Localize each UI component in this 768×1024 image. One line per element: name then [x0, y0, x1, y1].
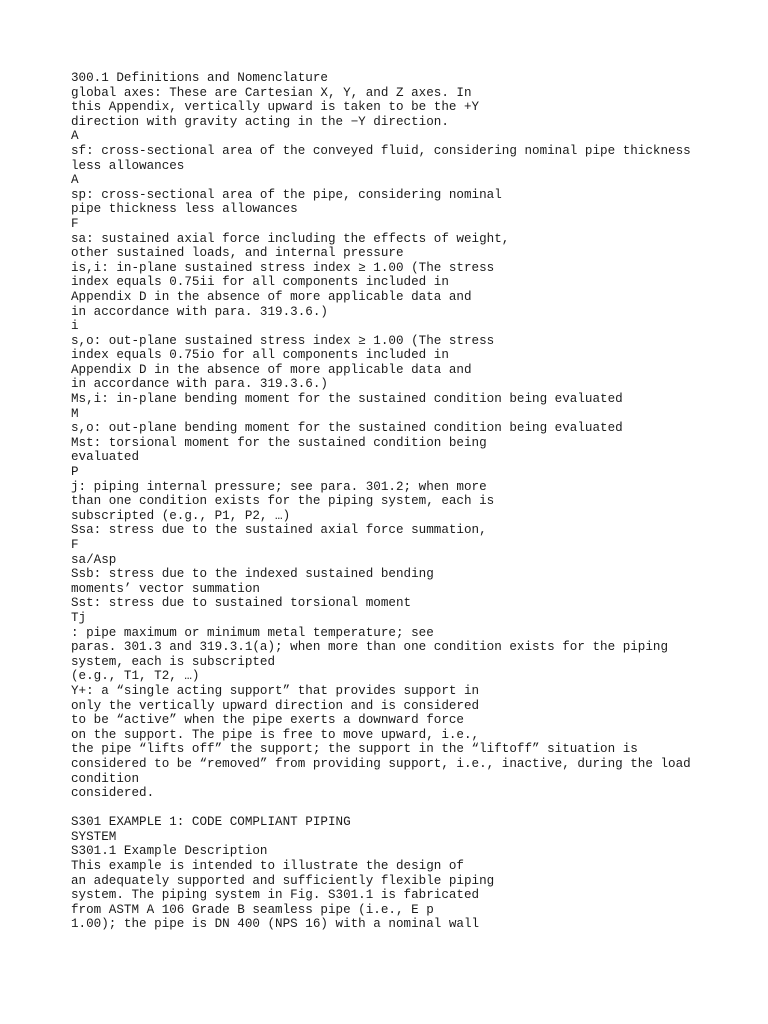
text-line: on the support. The pipe is free to move upward, i.e., [71, 727, 480, 742]
text-line: moments’ vector summation [71, 581, 260, 596]
example-section [71, 815, 761, 932]
section-heading: S301 EXAMPLE 1: CODE COMPLIANT PIPING [71, 815, 351, 830]
text-line: system, each is subscripted [71, 654, 276, 669]
text-line: s,o: out-plane sustained stress index ≥ 1.00 (The stress [71, 333, 495, 348]
subsection-heading: S301.1 Example Description [71, 844, 268, 859]
text-line: F [71, 538, 79, 552]
paragraph-gap [71, 801, 761, 816]
text-line: paras. 301.3 and 319.3.1(a); when more than one condition exists for the piping [71, 640, 669, 655]
text-line: F [71, 216, 79, 231]
definitions-section [71, 71, 761, 801]
text-line: (e.g., T1, T2, …) [71, 669, 200, 684]
section-heading: SYSTEM [71, 829, 117, 844]
text-line: global axes: These are Cartesian X, Y, and Z axes. In [71, 85, 472, 100]
text-line: : pipe maximum or minimum metal temperature; see [71, 625, 434, 640]
text-line: an adequately supported and sufficiently flexible piping [71, 873, 495, 888]
text-line: j: piping internal pressure; see para. 301.2; when more [71, 479, 487, 494]
text-line: in accordance with para. 319.3.6.) [71, 304, 328, 319]
text-line: sf: cross-sectional area of the conveyed fluid, considering nominal pipe thickness [71, 143, 691, 158]
text-line: Y+: a “single acting support” that provides support in [71, 683, 480, 698]
text-line: sa: sustained axial force including the effects of weight, [71, 231, 510, 246]
text-line: from ASTM A 106 Grade B seamless pipe (i.e., E p [71, 902, 434, 917]
text-line: sa/Asp [71, 552, 117, 567]
text-line: to be “active” when the pipe exerts a downward force [71, 713, 464, 728]
text-line: considered to be “removed” from providing support, i.e., inactive, during the load [71, 756, 691, 771]
text-line: Appendix D in the absence of more applicable data and [71, 362, 472, 377]
text-line: i [71, 319, 79, 334]
text-line: Appendix D in the absence of more applicable data and [71, 289, 472, 304]
text-line: in accordance with para. 319.3.6.) [71, 377, 328, 392]
text-line: than one condition exists for the piping system, each is [71, 494, 495, 509]
text-line: s,o: out-plane bending moment for the sustained condition being evaluated [71, 421, 623, 436]
text-line: Tj [71, 610, 87, 625]
text-line: other sustained loads, and internal pressure [71, 246, 404, 261]
text-line: the pipe “lifts off” the support; the support in the “liftoff” situation is [71, 742, 638, 757]
text-line: less allowances [71, 158, 185, 173]
text-line: condition [71, 771, 140, 786]
text-line: A [71, 173, 79, 188]
text-line: direction with gravity acting in the −Y direction. [71, 114, 449, 129]
text-line: Sst: stress due to sustained torsional moment [71, 596, 412, 611]
text-line: is,i: in-plane sustained stress index ≥ 1.00 (The stress [71, 260, 495, 275]
text-line: 1.00); the pipe is DN 400 (NPS 16) with a nominal wall [71, 917, 480, 932]
text-line: M [71, 406, 79, 421]
text-line: index equals 0.75ii for all components included in [71, 275, 449, 290]
text-line: only the vertically upward direction and is considered [71, 698, 480, 713]
text-line: Ssa: stress due to the sustained axial force summation, [71, 523, 487, 538]
section-heading: 300.1 Definitions and Nomenclature [71, 71, 328, 85]
text-line: pipe thickness less allowances [71, 202, 298, 217]
text-line: sp: cross-sectional area of the pipe, considering nominal [71, 187, 502, 202]
text-line: subscripted (e.g., P1, P2, …) [71, 508, 291, 523]
text-line: P [71, 465, 79, 480]
text-line: This example is intended to illustrate the design of [71, 859, 464, 874]
text-line: system. The piping system in Fig. S301.1 is fabricated [71, 888, 480, 903]
text-line: Ssb: stress due to the indexed sustained bending [71, 567, 434, 582]
text-line: Ms,i: in-plane bending moment for the sustained condition being evaluated [71, 392, 623, 407]
text-line: considered. [71, 786, 155, 801]
document-page [71, 71, 761, 932]
text-line: A [71, 129, 79, 144]
text-line: this Appendix, vertically upward is taken to be the +Y [71, 100, 480, 115]
text-line: evaluated [71, 450, 140, 465]
text-line: index equals 0.75io for all components included in [71, 348, 449, 363]
text-line: Mst: torsional moment for the sustained condition being [71, 435, 487, 450]
